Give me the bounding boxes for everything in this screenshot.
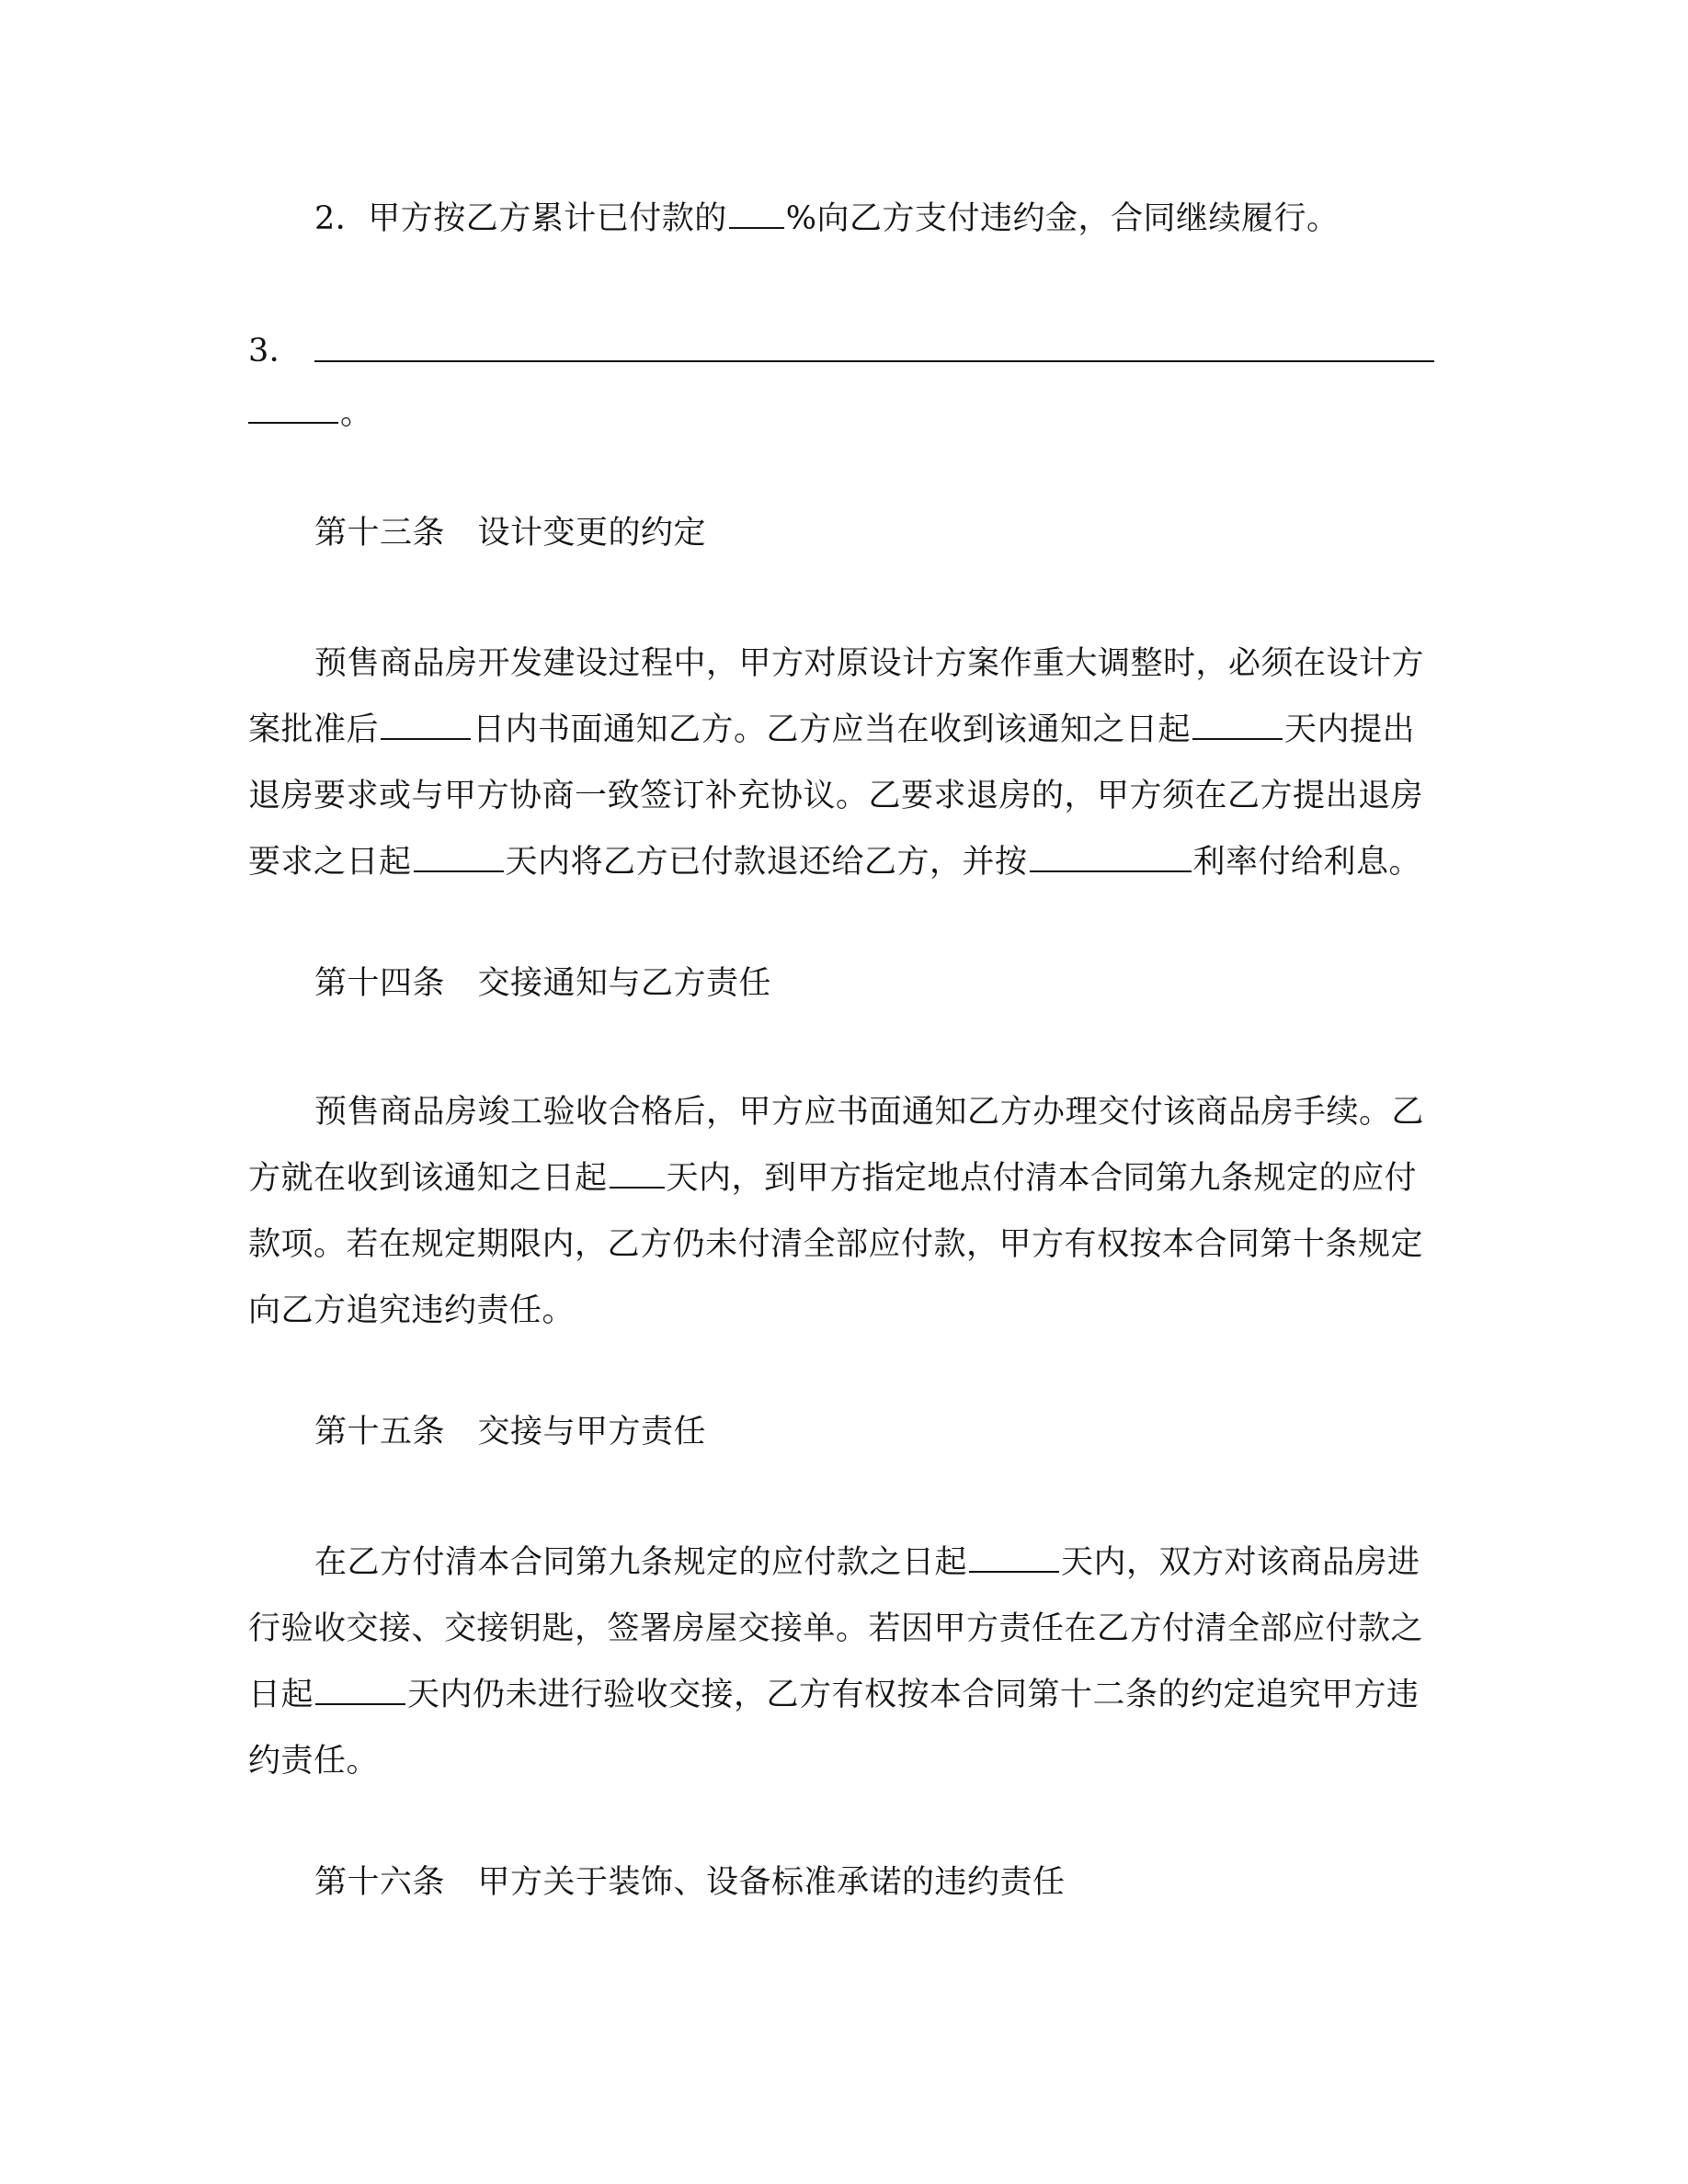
paragraph-text: 天内，到甲方指定地点付清本合同第九条规定的应付 (666, 1160, 1418, 1197)
article-15-line-4 (248, 1741, 379, 1781)
paragraph-text: 要求之日起 (248, 844, 412, 881)
paragraph-text: 案批准后 (248, 711, 380, 748)
paragraph-text: 天内，双方对该商品房进 (1061, 1544, 1420, 1581)
article-14-heading (314, 963, 771, 1004)
clause-item-2 (314, 199, 1340, 239)
paragraph-text: 约责任。 (248, 1743, 380, 1780)
article-heading-text: 第十三条 设计变更的约定 (314, 515, 707, 552)
article-14-line-1 (314, 1092, 1424, 1132)
fill-in-blank (414, 843, 504, 872)
fill-in-blank (969, 1543, 1059, 1573)
article-14-line-3 (248, 1224, 1423, 1265)
article-13-line-3 (248, 776, 1423, 816)
paragraph-text: 预售商品房开发建设过程中，甲方对原设计方案作重大调整时，必须在设计方 (314, 645, 1425, 682)
article-heading-text: 第十五条 交接与甲方责任 (314, 1414, 707, 1450)
paragraph-text: 天内提出 (1284, 711, 1416, 748)
clause-number: 3． (248, 333, 302, 370)
fill-in-blank-long (314, 360, 1434, 362)
article-16-heading (314, 1862, 1066, 1903)
article-15-line-2 (248, 1609, 1423, 1649)
paragraph-text: 天内将乙方已付款退还给乙方，并按 (505, 844, 1028, 881)
paragraph-text: 行验收交接、交接钥匙，签署房屋交接单。若因甲方责任在乙方付清全部应付款之 (248, 1610, 1424, 1647)
fill-in-blank (381, 711, 471, 740)
clause-text: %向乙方支付违约金，合同继续履行。 (785, 200, 1340, 237)
article-13-line-4 (248, 842, 1421, 882)
paragraph-text: 向乙方追究违约责任。 (248, 1292, 576, 1329)
clause-text: 。 (340, 395, 373, 432)
clause-text: 2．甲方按乙方累计已付款的 (314, 200, 727, 237)
article-15-heading (314, 1412, 706, 1452)
fill-in-blank (1030, 843, 1192, 872)
article-heading-text: 第十四条 交接通知与乙方责任 (314, 965, 772, 1002)
paragraph-text: 款项。若在规定期限内，乙方仍未付清全部应付款，甲方有权按本合同第十条规定 (248, 1226, 1424, 1263)
article-heading-text: 第十六条 甲方关于装饰、设备标准承诺的违约责任 (314, 1864, 1066, 1901)
paragraph-text: 日起 (248, 1677, 314, 1713)
clause-item-3-tail (248, 393, 373, 434)
article-13-line-2 (248, 710, 1415, 750)
paragraph-text: 方就在收到该通知之日起 (248, 1160, 608, 1197)
clause-item-3-number (248, 331, 302, 371)
article-13-heading (314, 513, 706, 553)
paragraph-text: 预售商品房竣工验收合格后，甲方应书面通知乙方办理交付该商品房手续。乙 (314, 1094, 1425, 1131)
fill-in-blank (729, 199, 784, 229)
paragraph-text: 利率付给利息。 (1192, 844, 1422, 881)
article-14-line-4 (248, 1291, 575, 1331)
fill-in-blank (315, 1676, 405, 1705)
paragraph-text: 日内书面通知乙方。乙方应当在收到该通知之日起 (473, 711, 1192, 748)
paragraph-text: 退房要求或与甲方协商一致签订补充协议。乙要求退房的，甲方须在乙方提出退房 (248, 778, 1424, 814)
fill-in-blank (610, 1159, 665, 1189)
fill-in-blank (248, 394, 338, 424)
fill-in-blank (1192, 711, 1283, 740)
paragraph-text: 在乙方付清本合同第九条规定的应付款之日起 (314, 1544, 968, 1581)
article-14-line-2 (248, 1158, 1417, 1199)
article-15-line-3 (248, 1675, 1420, 1715)
paragraph-text: 天内仍未进行验收交接，乙方有权按本合同第十二条的约定追究甲方违 (407, 1677, 1420, 1713)
article-15-line-1 (314, 1542, 1420, 1583)
article-13-line-1 (314, 643, 1424, 684)
